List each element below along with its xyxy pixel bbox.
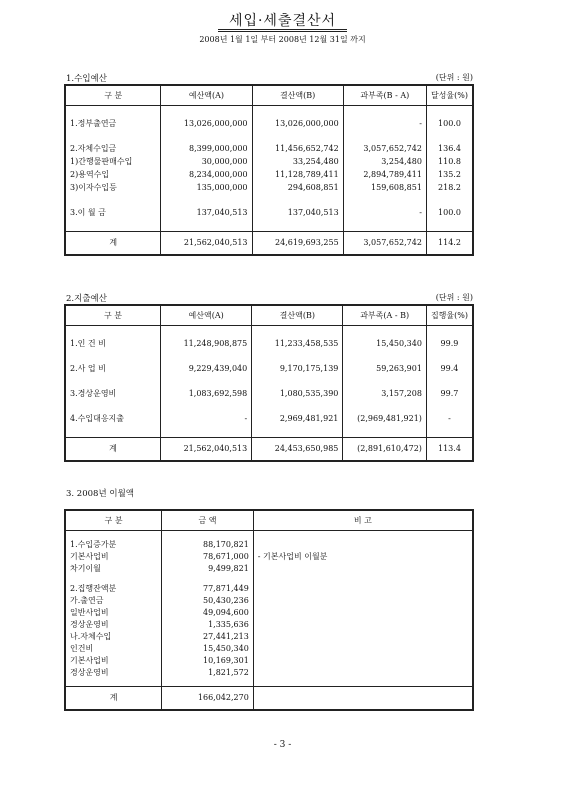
revenue-cell — [252, 130, 343, 142]
carryover-cell: 27,441,213 — [162, 630, 254, 642]
revenue-header-0: 구 분 — [65, 85, 161, 105]
carryover-cell: 기본사업비 — [65, 550, 162, 562]
revenue-cell: 11,456,652,742 — [252, 142, 343, 155]
table-row — [65, 412, 473, 425]
table-row — [65, 337, 473, 350]
carryover-cell: 78,671,000 — [162, 550, 254, 562]
table-row — [65, 582, 473, 594]
table-row — [65, 530, 473, 538]
carryover-cell — [253, 606, 473, 618]
revenue-total-cell: 114.2 — [426, 231, 473, 255]
carryover-cell: 2.집행잔액분 — [65, 582, 162, 594]
revenue-total-cell: 21,562,040,513 — [161, 231, 252, 255]
revenue-cell: 1.정부출연금 — [65, 117, 161, 130]
expense-total-cell: 24,453,650,985 — [252, 437, 343, 461]
revenue-cell: 11,128,789,411 — [252, 168, 343, 181]
revenue-cell: 1)간행물판매수입 — [65, 155, 161, 168]
carryover-section-label: 3. 2008년 이월액 — [66, 489, 134, 499]
expense-cell — [343, 425, 427, 437]
table-row — [65, 550, 473, 562]
expense-header-3: 과부족(A - B) — [343, 305, 427, 325]
expense-header-0: 구 분 — [65, 305, 161, 325]
table-row — [65, 606, 473, 618]
revenue-cell — [343, 219, 426, 231]
revenue-section-label: 1.수입예산 — [66, 74, 107, 84]
expense-cell — [161, 350, 252, 362]
table-row — [65, 206, 473, 219]
table-row — [65, 105, 473, 117]
table-row — [65, 219, 473, 231]
expense-cell: 99.9 — [426, 337, 473, 350]
expense-cell: 9,170,175,139 — [252, 362, 343, 375]
carryover-cell: - 기본사업비 이월분 — [253, 550, 473, 562]
table-row — [65, 642, 473, 654]
table-row — [65, 142, 473, 155]
revenue-cell — [252, 194, 343, 206]
carryover-total-cell: 계 — [65, 686, 162, 710]
revenue-cell — [426, 194, 473, 206]
carryover-cell: 1.수입증가분 — [65, 538, 162, 550]
revenue-cell: 137,040,513 — [161, 206, 252, 219]
table-row — [65, 168, 473, 181]
table-row — [65, 362, 473, 375]
carryover-header-0: 구 분 — [65, 510, 162, 530]
revenue-cell — [65, 194, 161, 206]
carryover-header-1: 금 액 — [162, 510, 254, 530]
carryover-total-cell: 166,042,270 — [162, 686, 254, 710]
revenue-cell: - — [343, 206, 426, 219]
expense-cell — [252, 325, 343, 337]
expense-cell: 99.4 — [426, 362, 473, 375]
revenue-cell: 3,254,480 — [343, 155, 426, 168]
expense-cell: - — [161, 412, 252, 425]
expense-cell — [65, 425, 161, 437]
carryover-cell — [162, 574, 254, 582]
revenue-cell: 8,399,000,000 — [161, 142, 252, 155]
revenue-cell: 3,057,652,742 — [343, 142, 426, 155]
expense-cell — [426, 425, 473, 437]
revenue-cell: 2)용역수입 — [65, 168, 161, 181]
revenue-cell: 137,040,513 — [252, 206, 343, 219]
revenue-cell — [426, 130, 473, 142]
revenue-cell — [343, 105, 426, 117]
revenue-cell — [343, 194, 426, 206]
expense-header-1: 예산액(A) — [161, 305, 252, 325]
table-row — [65, 400, 473, 412]
expense-cell — [252, 350, 343, 362]
expense-cell: (2,969,481,921) — [343, 412, 427, 425]
revenue-header-2: 결산액(B) — [252, 85, 343, 105]
expense-cell — [161, 325, 252, 337]
table-row — [65, 130, 473, 142]
carryover-cell: 인건비 — [65, 642, 162, 654]
expense-cell: - — [426, 412, 473, 425]
table-row — [65, 350, 473, 362]
expense-header-4: 집행율(%) — [426, 305, 473, 325]
revenue-total-cell: 계 — [65, 231, 161, 255]
expense-cell — [65, 400, 161, 412]
carryover-cell — [253, 642, 473, 654]
table-row — [65, 387, 473, 400]
expense-cell — [161, 400, 252, 412]
table-row — [65, 618, 473, 630]
revenue-cell: 136.4 — [426, 142, 473, 155]
expense-cell — [161, 425, 252, 437]
expense-cell — [343, 350, 427, 362]
revenue-cell — [65, 105, 161, 117]
expense-total-cell: 113.4 — [426, 437, 473, 461]
carryover-cell — [65, 678, 162, 686]
revenue-cell — [252, 219, 343, 231]
carryover-cell — [162, 678, 254, 686]
expense-cell — [65, 325, 161, 337]
revenue-table — [64, 84, 474, 256]
expense-cell — [65, 375, 161, 387]
carryover-cell: 기본사업비 — [65, 654, 162, 666]
carryover-cell — [253, 530, 473, 538]
expense-cell: 2,969,481,921 — [252, 412, 343, 425]
revenue-cell — [65, 130, 161, 142]
revenue-cell: 135.2 — [426, 168, 473, 181]
carryover-cell: 1,821,572 — [162, 666, 254, 678]
expense-cell: 4.수입대응지출 — [65, 412, 161, 425]
expense-total-cell: (2,891,610,472) — [343, 437, 427, 461]
expense-cell: 99.7 — [426, 387, 473, 400]
page-number: - 3 - — [273, 740, 292, 750]
carryover-cell — [65, 574, 162, 582]
table-row — [65, 538, 473, 550]
revenue-cell: 13,026,000,000 — [161, 117, 252, 130]
table-row — [65, 194, 473, 206]
carryover-cell: 88,170,821 — [162, 538, 254, 550]
expense-cell — [65, 350, 161, 362]
revenue-cell — [252, 105, 343, 117]
table-row — [65, 375, 473, 387]
revenue-unit-label: (단위 : 원) — [435, 73, 473, 82]
expense-header-2: 결산액(B) — [252, 305, 343, 325]
carryover-cell: 77,871,449 — [162, 582, 254, 594]
revenue-cell: 100.0 — [426, 206, 473, 219]
expense-cell — [426, 375, 473, 387]
revenue-cell — [161, 130, 252, 142]
carryover-cell — [253, 618, 473, 630]
expense-cell — [161, 375, 252, 387]
carryover-cell — [253, 654, 473, 666]
expense-cell — [426, 350, 473, 362]
expense-total-cell: 계 — [65, 437, 161, 461]
expense-total-cell: 21,562,040,513 — [161, 437, 252, 461]
carryover-cell: 49,094,600 — [162, 606, 254, 618]
carryover-cell — [162, 530, 254, 538]
carryover-cell: 경상운영비 — [65, 666, 162, 678]
table-row — [65, 666, 473, 678]
carryover-cell — [253, 538, 473, 550]
carryover-total-cell — [253, 686, 473, 710]
expense-cell — [252, 425, 343, 437]
carryover-cell — [253, 594, 473, 606]
carryover-cell — [253, 666, 473, 678]
carryover-table — [64, 509, 474, 711]
revenue-cell: 100.0 — [426, 117, 473, 130]
expense-cell — [343, 375, 427, 387]
revenue-cell: - — [343, 117, 426, 130]
expense-cell: 1,080,535,390 — [252, 387, 343, 400]
expense-cell: 11,248,908,875 — [161, 337, 252, 350]
expense-unit-label: (단위 : 원) — [435, 293, 473, 302]
revenue-cell — [161, 219, 252, 231]
revenue-cell: 8,234,000,000 — [161, 168, 252, 181]
carryover-cell: 나.자체수입 — [65, 630, 162, 642]
carryover-cell: 경상운영비 — [65, 618, 162, 630]
revenue-cell — [161, 105, 252, 117]
expense-total-row — [65, 437, 473, 461]
table-row — [65, 117, 473, 130]
expense-cell: 3.경상운영비 — [65, 387, 161, 400]
table-row — [65, 630, 473, 642]
carryover-cell — [253, 562, 473, 574]
table-row — [65, 181, 473, 194]
revenue-total-cell: 24,619,693,255 — [252, 231, 343, 255]
revenue-cell: 218.2 — [426, 181, 473, 194]
revenue-cell: 13,026,000,000 — [252, 117, 343, 130]
revenue-cell: 33,254,480 — [252, 155, 343, 168]
carryover-cell — [65, 530, 162, 538]
carryover-cell — [253, 582, 473, 594]
expense-cell — [426, 325, 473, 337]
table-row — [65, 562, 473, 574]
expense-table — [64, 304, 474, 462]
revenue-total-row — [65, 231, 473, 255]
table-row — [65, 425, 473, 437]
carryover-cell: 15,450,340 — [162, 642, 254, 654]
expense-cell: 1,083,692,598 — [161, 387, 252, 400]
carryover-cell: 1,335,636 — [162, 618, 254, 630]
revenue-cell: 3)이자수입등 — [65, 181, 161, 194]
revenue-cell — [343, 130, 426, 142]
revenue-cell — [161, 194, 252, 206]
carryover-cell — [253, 630, 473, 642]
table-row — [65, 678, 473, 686]
carryover-total-row — [65, 686, 473, 710]
revenue-cell: 159,608,851 — [343, 181, 426, 194]
carryover-cell: 50,430,236 — [162, 594, 254, 606]
carryover-cell: 차기이월 — [65, 562, 162, 574]
revenue-cell: 30,000,000 — [161, 155, 252, 168]
expense-cell — [252, 375, 343, 387]
period-text: 2008년 1월 1일 부터 2008년 12월 31일 까지 — [199, 35, 366, 44]
revenue-cell — [65, 219, 161, 231]
expense-section-label: 2.지출예산 — [66, 294, 107, 304]
expense-cell — [343, 400, 427, 412]
revenue-cell — [426, 219, 473, 231]
carryover-cell — [253, 678, 473, 686]
carryover-header-2: 비 고 — [253, 510, 473, 530]
expense-cell: 2.사 업 비 — [65, 362, 161, 375]
revenue-cell: 294,608,851 — [252, 181, 343, 194]
revenue-header-3: 과부족(B - A) — [343, 85, 426, 105]
expense-cell: 59,263,901 — [343, 362, 427, 375]
revenue-cell: 110.8 — [426, 155, 473, 168]
carryover-cell — [253, 574, 473, 582]
table-row — [65, 155, 473, 168]
carryover-cell: 10,169,301 — [162, 654, 254, 666]
revenue-header-1: 예산액(A) — [161, 85, 252, 105]
revenue-cell: 2.자체수입금 — [65, 142, 161, 155]
table-row — [65, 654, 473, 666]
revenue-cell: 135,000,000 — [161, 181, 252, 194]
revenue-cell: 3.이 월 금 — [65, 206, 161, 219]
expense-cell — [252, 400, 343, 412]
revenue-cell: 2,894,789,411 — [343, 168, 426, 181]
expense-cell: 1.인 건 비 — [65, 337, 161, 350]
expense-cell: 15,450,340 — [343, 337, 427, 350]
expense-cell — [343, 325, 427, 337]
carryover-cell: 일반사업비 — [65, 606, 162, 618]
expense-cell — [426, 400, 473, 412]
document-title: 세입·세출결산서 — [228, 13, 337, 29]
table-row — [65, 574, 473, 582]
title-underline — [218, 29, 347, 32]
revenue-cell — [426, 105, 473, 117]
table-row — [65, 594, 473, 606]
carryover-cell: 가.출연금 — [65, 594, 162, 606]
revenue-header-4: 달성율(%) — [426, 85, 473, 105]
table-row — [65, 325, 473, 337]
revenue-total-cell: 3,057,652,742 — [343, 231, 426, 255]
expense-cell: 9,229,439,040 — [161, 362, 252, 375]
carryover-cell: 9,499,821 — [162, 562, 254, 574]
expense-cell: 3,157,208 — [343, 387, 427, 400]
expense-cell: 11,233,458,535 — [252, 337, 343, 350]
